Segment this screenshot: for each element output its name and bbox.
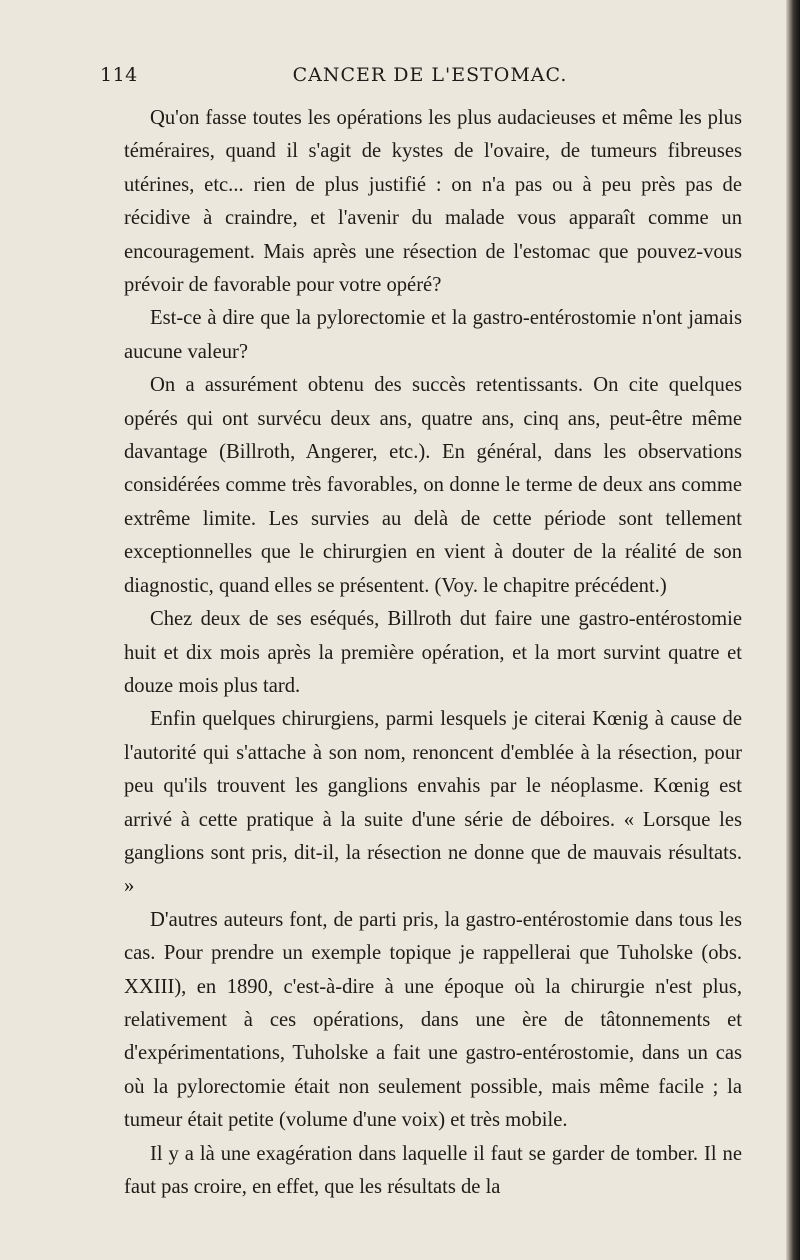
page-number: 114 xyxy=(100,64,138,86)
page-edge-shadow xyxy=(786,0,800,1260)
paragraph: Il y a là une exagération dans laquelle il faut se garder de tomber. Il ne faut pas croire, en effet, que les résultats de la xyxy=(124,1142,742,1198)
paragraph: On a assurément obtenu des succès retentissants. On cite quelques opérés qui ont survécu deux ans, quatre ans, cinq ans, peut-être même davantage (Billroth, Angerer, etc.). En général, dans les observations considérées comme très favorables, on donne le terme de deux ans comme extrême limite. Les survies au delà de cette période sont tellement exceptionnelles que le chirurgien en vient à douter de la réalité de son diagnostic, quand elles se présentent. (Voy. le chapitre précédent.) xyxy=(124,374,742,597)
body-text xyxy=(124,102,742,1204)
paragraph: Qu'on fasse toutes les opérations les plus audacieuses et même les plus téméraires, quand il s'agit de kystes de l'ovaire, de tumeurs fibreuses utérines, etc... rien de plus justifié : on n'a pas ou à peu près pas de récidive à craindre, et l'avenir du malade vous apparaît comme un encouragement. Mais après une résection de l'estomac que pouvez-vous prévoir de favorable pour votre opéré? xyxy=(124,107,742,297)
paragraph: Chez deux de ses eséqués, Billroth dut faire une gastro-entérostomie huit et dix mois après la première opération, et la mort survint quatre et douze mois plus tard. xyxy=(124,608,742,697)
paragraph: Enfin quelques chirurgiens, parmi lesquels je citerai Kœnig à cause de l'autorité qui s'attache à son nom, renoncent d'emblée à la résection, pour peu qu'ils trouvent les ganglions envahis par le néoplasme. Kœnig est arrivé à cette pratique à la suite d'une série de déboires. « Lorsque les ganglions sont pris, dit-il, la résection ne donne que de mauvais résultats. » xyxy=(124,708,742,898)
running-title: CANCER DE L'ESTOMAC. xyxy=(292,64,568,86)
page-header xyxy=(100,64,790,94)
paragraph: D'autres auteurs font, de parti pris, la gastro-entérostomie dans tous les cas. Pour prendre un exemple topique je rappellerai que Tuholske (obs. XXIII), en 1890, c'est-à-dire à une époque où la chirurgie n'est plus, relativement à ces opérations, dans une ère de tâtonnements et d'expérimentations, Tuholske a fait une gastro-entérostomie, dans un cas où la pylorectomie était non seulement possible, mais même facile ; la tumeur était petite (volume d'une voix) et très mobile. xyxy=(124,908,742,1132)
paragraph: Est-ce à dire que la pylorectomie et la gastro-entérostomie n'ont jamais aucune valeur? xyxy=(124,307,742,363)
